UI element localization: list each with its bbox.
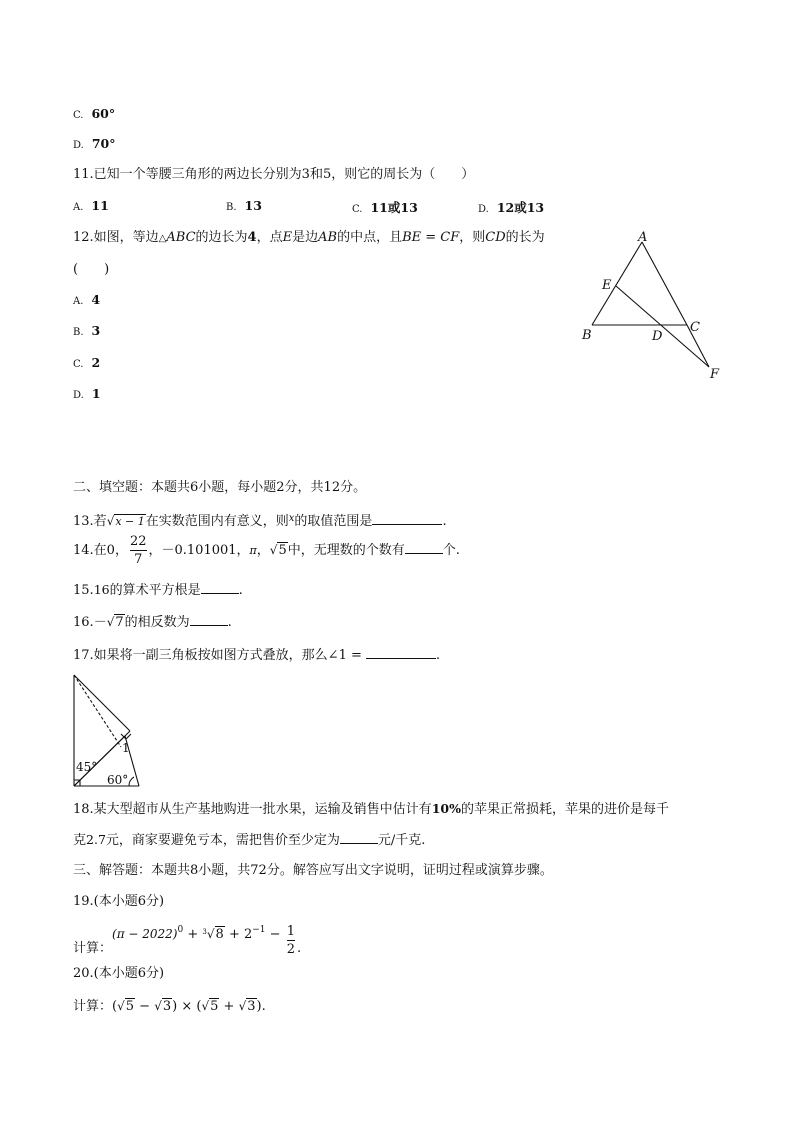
radicand: x − 1 [115, 515, 145, 528]
q13: 13.若√x − 1在实数范围内有意义，则$^x$的取值范围是 . [73, 513, 447, 529]
radicand: 3 [247, 999, 256, 1014]
text: 中，无理数的个数有 [287, 543, 405, 558]
operator: + [219, 999, 239, 1014]
radicand: 5 [278, 543, 287, 558]
angle-60-arc [129, 777, 134, 786]
math-expr: (π − 2022) [112, 927, 178, 941]
text: 在实数范围内有意义，则 [145, 514, 289, 529]
label-b: B [582, 328, 592, 343]
q17-set-square-figure [70, 672, 145, 792]
section-2-heading: 二、填空题：本题共6小题，每小题2分，共12分。 [73, 480, 367, 495]
q17 [73, 647, 440, 664]
q12-option-a [73, 292, 100, 307]
text: 12.如图，等边 [73, 230, 159, 245]
operator: − [265, 927, 285, 942]
label-d: D [652, 329, 663, 344]
text: 元，商家要避免亏本，需把售价至少定为 [105, 833, 340, 848]
q15 [73, 582, 243, 599]
text: . [442, 514, 447, 529]
text: 16. [73, 615, 94, 630]
edge-ac [642, 242, 687, 325]
text: . [238, 583, 243, 598]
option-value: 70° [91, 136, 116, 151]
q11-option-c [352, 198, 418, 216]
section-3-heading: 三、解答题：本题共8小题，共72分。解答应写出文字说明，证明过程或演算步骤。 [73, 863, 553, 878]
option-label: D. [73, 390, 84, 401]
option-value: 60° [91, 106, 116, 121]
text: 克 [73, 833, 87, 848]
text: 的苹果正常损耗，苹果的进价是每千 [460, 802, 669, 817]
text: 计算： [73, 941, 113, 956]
q11-option-a [73, 198, 109, 213]
fraction [287, 923, 295, 958]
text: 的中点，且 [337, 230, 403, 245]
q12-option-b [73, 323, 100, 338]
text: 计算： [73, 999, 113, 1014]
q11-option-d [478, 198, 544, 216]
option-label: D. [478, 204, 489, 215]
paren: ( [112, 999, 118, 1014]
option-label: B. [73, 327, 84, 338]
q12-option-c [73, 355, 100, 370]
numerator: 22 [129, 534, 147, 549]
text: 的边长为 [195, 230, 248, 245]
option-value: 3 [91, 323, 101, 338]
operator: + 2 [224, 927, 253, 942]
text: . [435, 648, 441, 663]
option-label: C. [73, 110, 84, 121]
paren: ( [196, 999, 202, 1014]
q12-option-d [73, 386, 101, 401]
label-e: E [602, 278, 612, 293]
radicand: 5 [125, 999, 135, 1014]
q20-heading: 20.(本小题6分) [73, 966, 165, 981]
option-value: 13 [244, 198, 262, 213]
option-label: A. [73, 202, 84, 213]
text: 13.若 [73, 514, 107, 529]
q18-line2 [73, 832, 425, 849]
text: 个. [442, 543, 460, 558]
option-value: 1 [91, 386, 101, 401]
q14: 14.在0， $\frac{22}{7}$ ，－0.101001，π，√5中，无理数的个数有 个. [73, 534, 460, 567]
text: ， [256, 543, 270, 558]
number: 16 [93, 582, 110, 597]
text: 元/千克. [377, 833, 426, 848]
math-var: AB [318, 230, 338, 245]
label-60: 60° [107, 773, 129, 787]
paren: ) [256, 999, 262, 1014]
option-label: C. [73, 359, 84, 370]
answer-blank[interactable] [340, 832, 378, 844]
text: . [227, 615, 232, 630]
triangle-symbol: △ [158, 233, 167, 244]
q19-expression: 计算：$(\pi - 2022)^0 + ^3√8 + 2^{-1}$ − $\frac{1}{2}$ . [73, 924, 302, 957]
text: ，则 [459, 230, 486, 245]
option-value: 2 [91, 355, 101, 370]
exponent: 0 [177, 925, 184, 935]
operator: − [135, 999, 155, 1014]
answer-blank[interactable] [366, 647, 436, 659]
text: 的取值范围是 [294, 514, 373, 529]
q10-option-d [73, 136, 116, 151]
math-var: ABC [166, 230, 196, 245]
operator: × [177, 999, 197, 1014]
pi-symbol: π [249, 544, 257, 557]
q19-heading: 19.(本小题6分) [73, 894, 165, 909]
label-c: C [690, 320, 700, 335]
fraction [130, 533, 147, 568]
q20-expression: 计算：(√5 − √3) × (√5 + √3). [73, 999, 266, 1014]
label-f: F [710, 367, 720, 382]
answer-blank[interactable] [405, 542, 443, 554]
answer-blank[interactable] [190, 614, 228, 626]
operator: + [183, 927, 203, 942]
text: 的算术平方根是 [109, 583, 201, 598]
label-45: 45° [76, 760, 98, 774]
radicand: 7 [115, 615, 124, 630]
root-index: 3 [202, 928, 207, 936]
radicand: 3 [162, 999, 172, 1014]
text: . [261, 999, 266, 1014]
q12-paren: ( ) [73, 262, 110, 277]
denominator: 7 [134, 552, 143, 567]
paren: ) [172, 999, 178, 1014]
number: 4 [247, 230, 257, 245]
answer-blank[interactable] [372, 513, 442, 525]
option-label: A. [73, 296, 84, 307]
math-var: E [282, 230, 293, 245]
numerator: 1 [286, 924, 295, 939]
option-value: 11 [91, 198, 109, 213]
radicand: 5 [210, 999, 219, 1014]
q11-option-b [226, 198, 262, 213]
radicand: 8 [215, 927, 224, 942]
option-value: 12或13 [496, 200, 545, 215]
text: ，点 [256, 230, 283, 245]
edge-ab [592, 242, 642, 325]
math-expr: BE = CF [402, 230, 460, 245]
option-value: 11或13 [370, 200, 418, 215]
price-value: 2.7 [86, 832, 106, 847]
exponent: −1 [252, 925, 266, 935]
text: 的长为 [505, 230, 545, 245]
text: 15. [73, 583, 94, 598]
text: 17.如果将一副三角板按如图方式叠放，那么∠1 = [73, 648, 362, 663]
text: 14.在0， [73, 543, 128, 558]
dashed-line [74, 675, 121, 747]
q16: 16.－√7的相反数为 . [73, 615, 232, 630]
text: 18.某大型超市从生产基地购进一批水果，运输及销售中估计有 [73, 802, 432, 817]
option-label: D. [73, 140, 84, 151]
percent-value: 10% [431, 801, 461, 816]
option-label: C. [352, 204, 363, 215]
text: 是边 [292, 230, 319, 245]
hypotenuse-45 [74, 675, 130, 731]
text: 的相反数为 [124, 615, 190, 630]
label-a: A [638, 230, 648, 245]
answer-blank[interactable] [201, 582, 239, 594]
math-var: CD [485, 230, 506, 245]
q12-stem [73, 230, 545, 247]
label-angle-1: 1 [122, 741, 130, 755]
q11-stem: 11.已知一个等腰三角形的两边长分别为3和5，则它的周长为（ ） [73, 167, 475, 182]
q10-option-c [73, 106, 115, 121]
math-var: x [288, 513, 295, 524]
minus-sign: － [93, 615, 107, 630]
text: . [296, 941, 302, 956]
q12-triangle-figure [575, 228, 725, 383]
text: ，－0.101001， [148, 543, 250, 558]
denominator: 2 [286, 942, 295, 957]
option-value: 4 [91, 292, 101, 307]
q18-line1 [73, 801, 669, 818]
option-label: B. [226, 202, 237, 213]
